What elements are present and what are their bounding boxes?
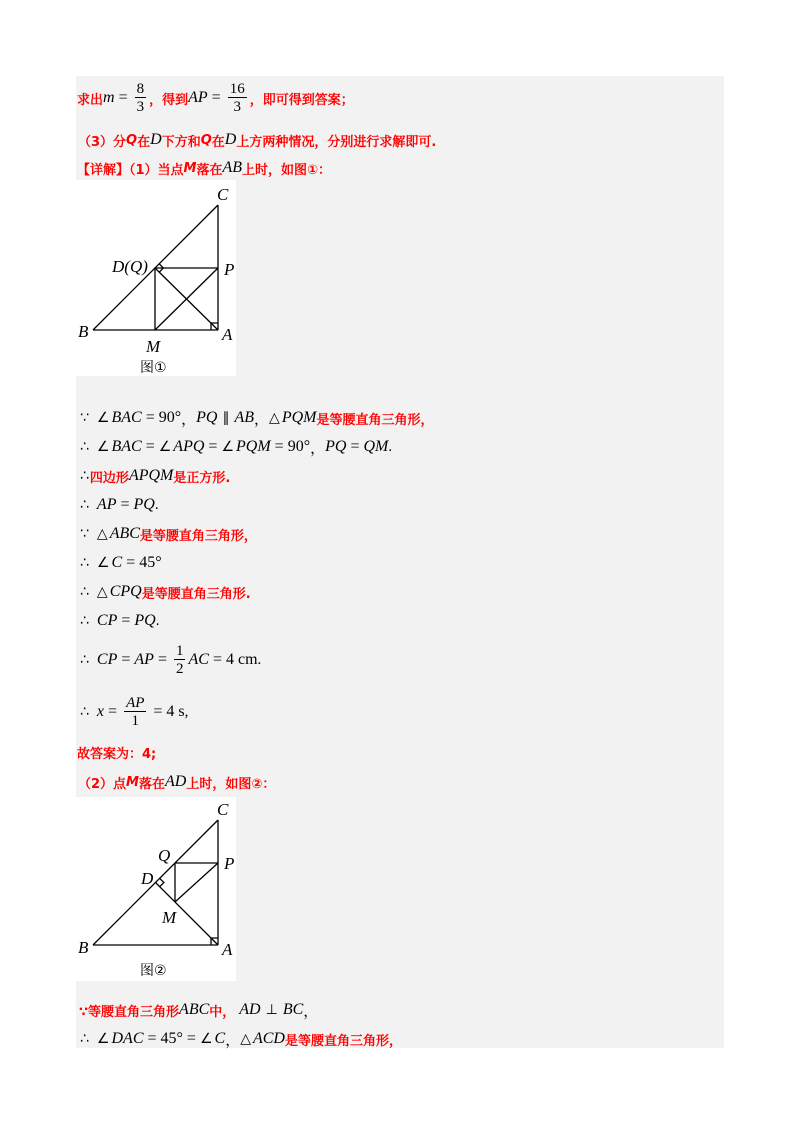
cn-text: 上时，如图①： — [242, 162, 332, 178]
unit: s — [178, 703, 185, 720]
cn-text: 在 — [211, 134, 225, 150]
number: 45° — [160, 1030, 183, 1047]
answer-line — [77, 742, 156, 762]
variable: D — [224, 131, 237, 148]
perpendicular-symbol: ⊥ — [265, 1002, 278, 1018]
variable: DAC — [111, 1030, 144, 1047]
angle-symbol: ∠ — [96, 439, 110, 455]
cn-text: 中， — [209, 1004, 236, 1020]
denominator: 1 — [131, 713, 139, 729]
triangle-symbol: △ — [96, 526, 108, 542]
label-c: C — [217, 185, 229, 204]
therefore-symbol: ∴ — [80, 584, 89, 600]
label-m: M — [162, 908, 177, 927]
because-symbol: ∵ — [80, 410, 89, 426]
numerator: 16 — [229, 81, 245, 97]
punctuation: ， — [181, 411, 197, 428]
equals-sign: = — [126, 554, 136, 571]
equals-sign: = — [211, 89, 221, 106]
highlight-variable: M — [126, 774, 139, 790]
punctuation: . — [388, 438, 393, 455]
highlight-variable: Q — [200, 132, 212, 148]
denominator: 2 — [175, 661, 184, 677]
variable: PQM — [236, 438, 271, 455]
therefore-symbol: ∴ — [80, 555, 89, 571]
equals-sign: = — [186, 1030, 196, 1047]
angle-symbol: ∠ — [96, 1031, 110, 1047]
cn-text: 是正方形. — [173, 470, 231, 486]
because-symbol: ∵ — [80, 526, 89, 542]
label-b: B — [78, 938, 89, 957]
cn-text: 是等腰直角三角形， — [139, 528, 257, 544]
number: 45° — [139, 554, 162, 571]
variable: BAC — [111, 438, 142, 455]
variable: QM — [363, 438, 389, 455]
figure-caption: 图② — [140, 963, 167, 979]
variable: C — [111, 554, 123, 571]
figure-caption: 图① — [140, 360, 167, 376]
punctuation: ， — [254, 411, 270, 428]
therefore-symbol: ∴ — [80, 1031, 89, 1047]
numerator: AP — [126, 695, 145, 711]
variable: C — [214, 1030, 226, 1047]
label-q: Q — [158, 846, 171, 865]
equals-sign: = — [157, 651, 167, 668]
cn-text: 落在 — [196, 162, 223, 178]
therefore-symbol: ∴ — [80, 439, 89, 455]
number: 4 — [166, 703, 175, 720]
variable: CPQ — [109, 583, 142, 600]
variable: m — [103, 89, 115, 106]
fraction — [124, 696, 146, 728]
step-line — [80, 495, 159, 515]
step-line — [80, 553, 162, 573]
variable: BAC — [111, 409, 142, 426]
step-line — [80, 466, 230, 486]
variable: PQ — [134, 612, 156, 629]
cn-text: 下方和 — [161, 134, 201, 150]
label-d: D — [141, 869, 154, 888]
equals-sign: = — [118, 89, 128, 106]
fraction — [228, 82, 247, 114]
punctuation: ， — [310, 440, 326, 457]
cn-text: 在 — [137, 134, 151, 150]
cn-text: 落在 — [138, 776, 165, 792]
part3-line — [78, 130, 436, 150]
angle-symbol: ∠ — [96, 410, 110, 426]
part2-line — [78, 772, 275, 792]
punctuation: . — [155, 612, 160, 629]
label-dq: D(Q) — [112, 257, 148, 276]
figure-1 — [76, 180, 236, 376]
denominator: 3 — [136, 99, 145, 115]
punctuation: . — [154, 496, 159, 513]
cn-text: 【详解】（1）当点 — [77, 162, 184, 178]
equals-sign: = — [147, 1030, 157, 1047]
variable: x — [96, 703, 105, 720]
variable: APQM — [128, 467, 174, 484]
variable: APQ — [173, 438, 205, 455]
detail-heading-line — [77, 158, 331, 178]
label-c: C — [217, 800, 229, 819]
cn-text: 故答案为：4; — [77, 746, 157, 762]
variable: AC — [188, 651, 209, 668]
number: 90° — [287, 438, 311, 455]
variable: PQM — [281, 409, 317, 426]
cn-text: 上时，如图②： — [186, 776, 276, 792]
numerator: 8 — [136, 81, 145, 97]
therefore-symbol: ∴ — [80, 497, 89, 513]
cn-text: 是等腰直角三角形， — [284, 1033, 402, 1049]
variable: PQ — [325, 438, 347, 455]
step-line — [80, 611, 159, 631]
variable: AP — [188, 89, 208, 106]
label-a: A — [222, 325, 233, 344]
step-line — [80, 643, 261, 677]
cn-text: ，得到 — [149, 92, 189, 108]
fraction — [174, 644, 186, 676]
variable: CP — [96, 612, 118, 629]
step-line — [80, 524, 257, 544]
step-line — [80, 408, 434, 428]
segment-pm — [175, 863, 218, 902]
equals-sign: = — [120, 496, 130, 513]
variable: ABC — [179, 1001, 210, 1018]
step-line — [79, 1000, 318, 1020]
label-p: P — [224, 260, 235, 279]
number: 4 — [225, 651, 234, 668]
cn-text: 四边形 — [89, 470, 129, 486]
label-p: P — [224, 854, 235, 873]
variable: AP — [134, 651, 154, 668]
cn-text: ，即可得到答案； — [249, 92, 354, 108]
fraction — [135, 82, 147, 114]
cn-text: （3）分 — [78, 134, 127, 150]
denominator: 3 — [233, 99, 241, 115]
triangle-symbol: △ — [269, 410, 280, 426]
cn-text: 求出 — [77, 92, 104, 108]
highlight-variable: M — [183, 160, 197, 176]
variable: AB — [234, 409, 255, 426]
cn-text: 是等腰直角三角形. — [141, 586, 251, 602]
variable: AB — [222, 159, 243, 176]
step-line — [80, 695, 188, 729]
variable: CP — [96, 651, 118, 668]
punctuation: . — [257, 651, 262, 668]
cn-text: 是等腰直角三角形， — [316, 412, 434, 428]
punctuation: ， — [225, 1032, 241, 1049]
therefore-symbol: ∴ — [80, 704, 89, 720]
hint-line — [77, 81, 354, 115]
triangle-symbol: △ — [240, 1031, 251, 1047]
equals-sign: = — [212, 651, 222, 668]
variable: ABC — [109, 525, 140, 542]
therefore-symbol: ∴ — [80, 613, 89, 629]
equals-sign: = — [145, 409, 155, 426]
variable: D — [150, 131, 162, 148]
label-a: A — [222, 940, 233, 959]
equals-sign: = — [145, 438, 155, 455]
punctuation: ， — [303, 1003, 319, 1020]
step-line — [80, 1029, 402, 1049]
angle-symbol: ∠ — [96, 555, 110, 571]
unit: cm — [237, 651, 258, 668]
equals-sign: = — [108, 703, 118, 720]
equals-sign: = — [153, 703, 163, 720]
punctuation: , — [184, 703, 189, 720]
label-m: M — [146, 337, 161, 356]
equals-sign: = — [208, 438, 218, 455]
therefore-symbol: ∴ — [80, 468, 89, 484]
angle-symbol: ∠ — [158, 439, 172, 455]
angle-symbol: ∠ — [221, 439, 234, 455]
parallel-symbol: ∥ — [222, 410, 230, 426]
triangle-symbol: △ — [96, 584, 108, 600]
cn-text: （2）点 — [78, 776, 127, 792]
variable: AP — [96, 496, 117, 513]
numerator: 1 — [175, 643, 184, 659]
variable: AD — [165, 773, 187, 790]
cn-text: 上方两种情况，分别进行求解即可. — [236, 134, 437, 150]
cn-text: ∵等腰直角三角形 — [79, 1004, 180, 1020]
figure-2 — [76, 797, 236, 981]
equals-sign: = — [350, 438, 360, 455]
equals-sign: = — [274, 438, 284, 455]
therefore-symbol: ∴ — [80, 652, 89, 668]
variable: PQ — [133, 496, 155, 513]
number: 90° — [158, 409, 182, 426]
step-line — [80, 437, 392, 457]
equals-sign: = — [121, 651, 131, 668]
step-line — [80, 582, 251, 602]
equals-sign: = — [121, 612, 131, 629]
label-b: B — [78, 322, 89, 341]
variable: ACD — [252, 1030, 285, 1047]
variable: BC — [282, 1001, 304, 1018]
highlight-variable: Q — [126, 132, 138, 148]
angle-symbol: ∠ — [199, 1031, 213, 1047]
right-angle-mark-d — [160, 878, 164, 886]
variable: AD — [239, 1001, 261, 1018]
variable: PQ — [196, 409, 218, 426]
